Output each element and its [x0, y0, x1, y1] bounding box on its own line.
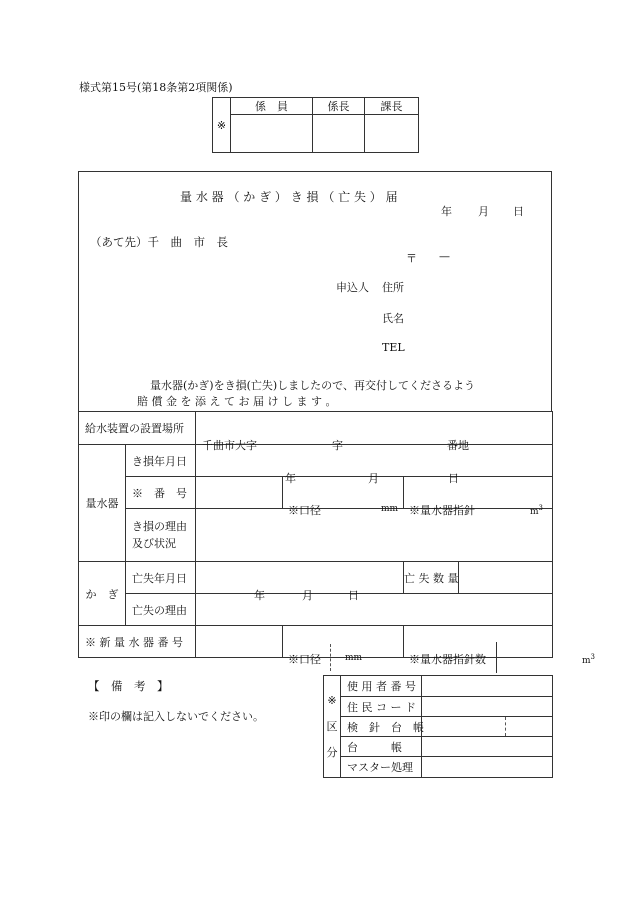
remarks-note: ※印の欄は記入しないでください。 [88, 710, 264, 723]
main-table [78, 411, 596, 666]
approval-header-manager: 課長 [365, 98, 419, 115]
meter-bore-field[interactable] [283, 477, 404, 517]
meter-bore-unit: mm [381, 503, 399, 514]
lost-reason-field[interactable] [196, 594, 553, 626]
office-row-ledger: 台 帳 [341, 737, 422, 757]
meter-bore-label: ※口径 [288, 503, 321, 517]
office-reading-ledger-field-a[interactable] [422, 717, 506, 737]
office-row-master: マスター処理 [341, 757, 422, 778]
lost-count-label: 亡 失 数 量 [404, 562, 459, 594]
new-meter-row [79, 626, 553, 658]
approval-stamp-chief[interactable] [313, 115, 365, 153]
approval-stamp-staff[interactable] [231, 115, 313, 153]
statement-line2: 賠 償 金 を 添 え て お 届 け し ま す 。 [137, 395, 337, 408]
office-resident-code-field[interactable] [422, 697, 553, 717]
new-meter-label: ※ 新 量 水 器 番 号 [79, 626, 196, 658]
meter-label: 量水器 [79, 445, 126, 562]
location-city: 千曲市大字 [202, 439, 257, 452]
addressee: （あて先）千 曲 市 長 [90, 235, 228, 249]
approval-header-chief: 係長 [313, 98, 365, 115]
location-aza: 字 [332, 439, 343, 452]
new-reading-label: ※量水器指針数 [409, 652, 486, 666]
new-reading-unit: $m^3$ [582, 652, 596, 666]
meter-reading-unit: $m^3$ [530, 503, 544, 517]
office-user-number-field[interactable] [422, 676, 553, 697]
lost-date-day: 日 [348, 588, 359, 602]
approval-mark: ※ [213, 98, 231, 153]
meter-number-label: ※ 番 号 [126, 477, 196, 509]
location-label: 給水装置の設置場所 [79, 412, 196, 445]
office-row-resident-code: 住 民 コ ー ド [341, 697, 422, 717]
meter-reading-label: ※量水器指針 [409, 503, 475, 517]
new-bore-field[interactable] [283, 626, 404, 666]
office-reading-ledger-field-b[interactable] [506, 717, 553, 737]
statement-line1: 量水器(かぎ)をき損(亡失)しましたので、再交付してくださるよう [150, 379, 475, 392]
lost-date-label: 亡失年月日 [126, 562, 196, 594]
new-meter-number-field[interactable] [196, 626, 283, 658]
damage-date-month: 月 [368, 471, 379, 485]
date-month: 月 [478, 205, 489, 218]
lost-date-year: 年 [254, 588, 265, 602]
damage-reason-label: き損の理由 及び状況 [126, 509, 196, 562]
office-row-reading-ledger: 検 針 台 帳 [341, 717, 422, 737]
applicant-address-label: 住所 [382, 281, 404, 294]
approval-stamp-manager[interactable] [365, 115, 419, 153]
location-banchi: 番地 [447, 439, 469, 452]
date-day: 日 [513, 205, 524, 218]
new-bore-unit: mm [345, 652, 363, 663]
lost-reason-row [79, 594, 553, 626]
meter-reading-field[interactable] [404, 477, 553, 517]
applicant-label: 申込人 [336, 281, 369, 294]
damage-reason-field[interactable] [196, 509, 553, 562]
office-master-field[interactable] [422, 757, 553, 778]
applicant-tel-label: TEL [382, 341, 405, 354]
form-id: 様式第15号(第18条第2項関係) [79, 81, 233, 94]
damage-date-label: き損年月日 [126, 445, 196, 477]
key-label: か ぎ [79, 562, 126, 626]
location-field[interactable] [196, 412, 553, 452]
postal-mark: 〒 [406, 252, 417, 265]
damage-date-year: 年 [285, 471, 296, 485]
damage-date-row [79, 445, 553, 477]
date-year: 年 [441, 205, 452, 218]
lost-reason-label: 亡失の理由 [126, 594, 196, 626]
remarks-title: 【 備 考 】 [88, 679, 169, 693]
office-row-user-number: 使 用 者 番 号 [341, 676, 422, 697]
approval-header-staff: 係 員 [231, 98, 313, 115]
office-kubun: ※ 区 分 [324, 676, 341, 778]
meter-number-field[interactable] [196, 477, 283, 509]
new-reading-field[interactable] [404, 626, 596, 666]
damage-date-day: 日 [448, 471, 459, 485]
lost-date-month: 月 [302, 588, 313, 602]
lost-date-field[interactable] [196, 562, 404, 602]
office-ledger-field[interactable] [422, 737, 553, 757]
postal-dash: — [439, 250, 450, 263]
new-bore-label: ※口径 [288, 652, 321, 666]
approval-box [212, 97, 419, 153]
lost-date-row [79, 562, 553, 594]
office-box [323, 675, 553, 778]
meter-number-row [79, 477, 553, 509]
applicant-name-label: 氏名 [382, 312, 404, 325]
lost-count-field[interactable] [459, 562, 553, 594]
location-row [79, 412, 553, 445]
form-title: 量 水 器 （ か ぎ ） き 損 （ 亡 失 ） 届 [180, 190, 398, 204]
